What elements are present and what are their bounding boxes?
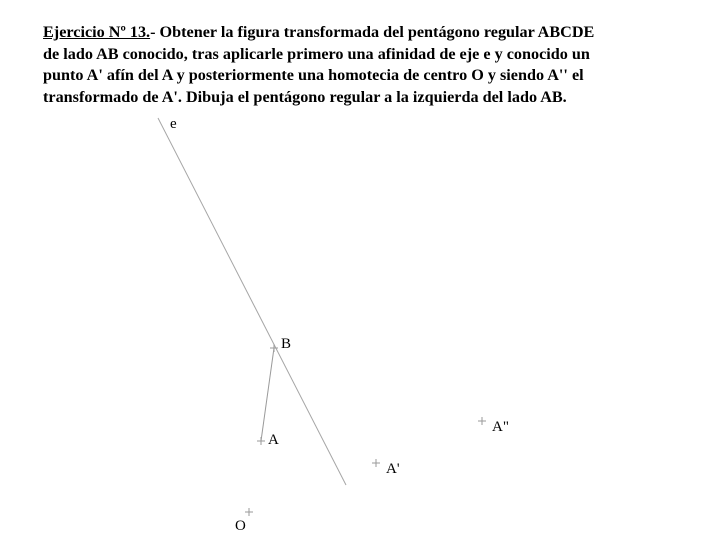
statement-line-3: punto A' afín del A y posteriormente una homotecia de centro O y siendo A'' el bbox=[43, 66, 584, 84]
statement-line-4: transformado de A'. Dibuja el pentágono regular a la izquierda del lado AB. bbox=[43, 87, 567, 106]
segment-ab bbox=[261, 348, 274, 441]
point-o-marker bbox=[245, 508, 253, 516]
statement-text-1: - Obtener la figura transformada del pentágono regular ABCDE bbox=[150, 23, 595, 41]
point-a-prime-label: A' bbox=[386, 461, 400, 477]
axis-e-label: e bbox=[170, 116, 177, 132]
point-a-double-prime-marker bbox=[478, 417, 486, 425]
point-o-label: O bbox=[235, 518, 246, 534]
point-b-label: B bbox=[281, 336, 292, 352]
point-a-prime-marker bbox=[372, 459, 380, 467]
point-a-double-prime-label: A" bbox=[492, 419, 509, 435]
point-a-label: A bbox=[268, 432, 279, 448]
exercise-heading: Ejercicio Nº 13. bbox=[43, 23, 151, 41]
statement-line-2: de lado AB conocido, tras aplicarle primero una afinidad de eje e y conocido un bbox=[43, 44, 590, 63]
point-a-marker bbox=[257, 437, 265, 445]
axis-e-line bbox=[158, 118, 346, 485]
